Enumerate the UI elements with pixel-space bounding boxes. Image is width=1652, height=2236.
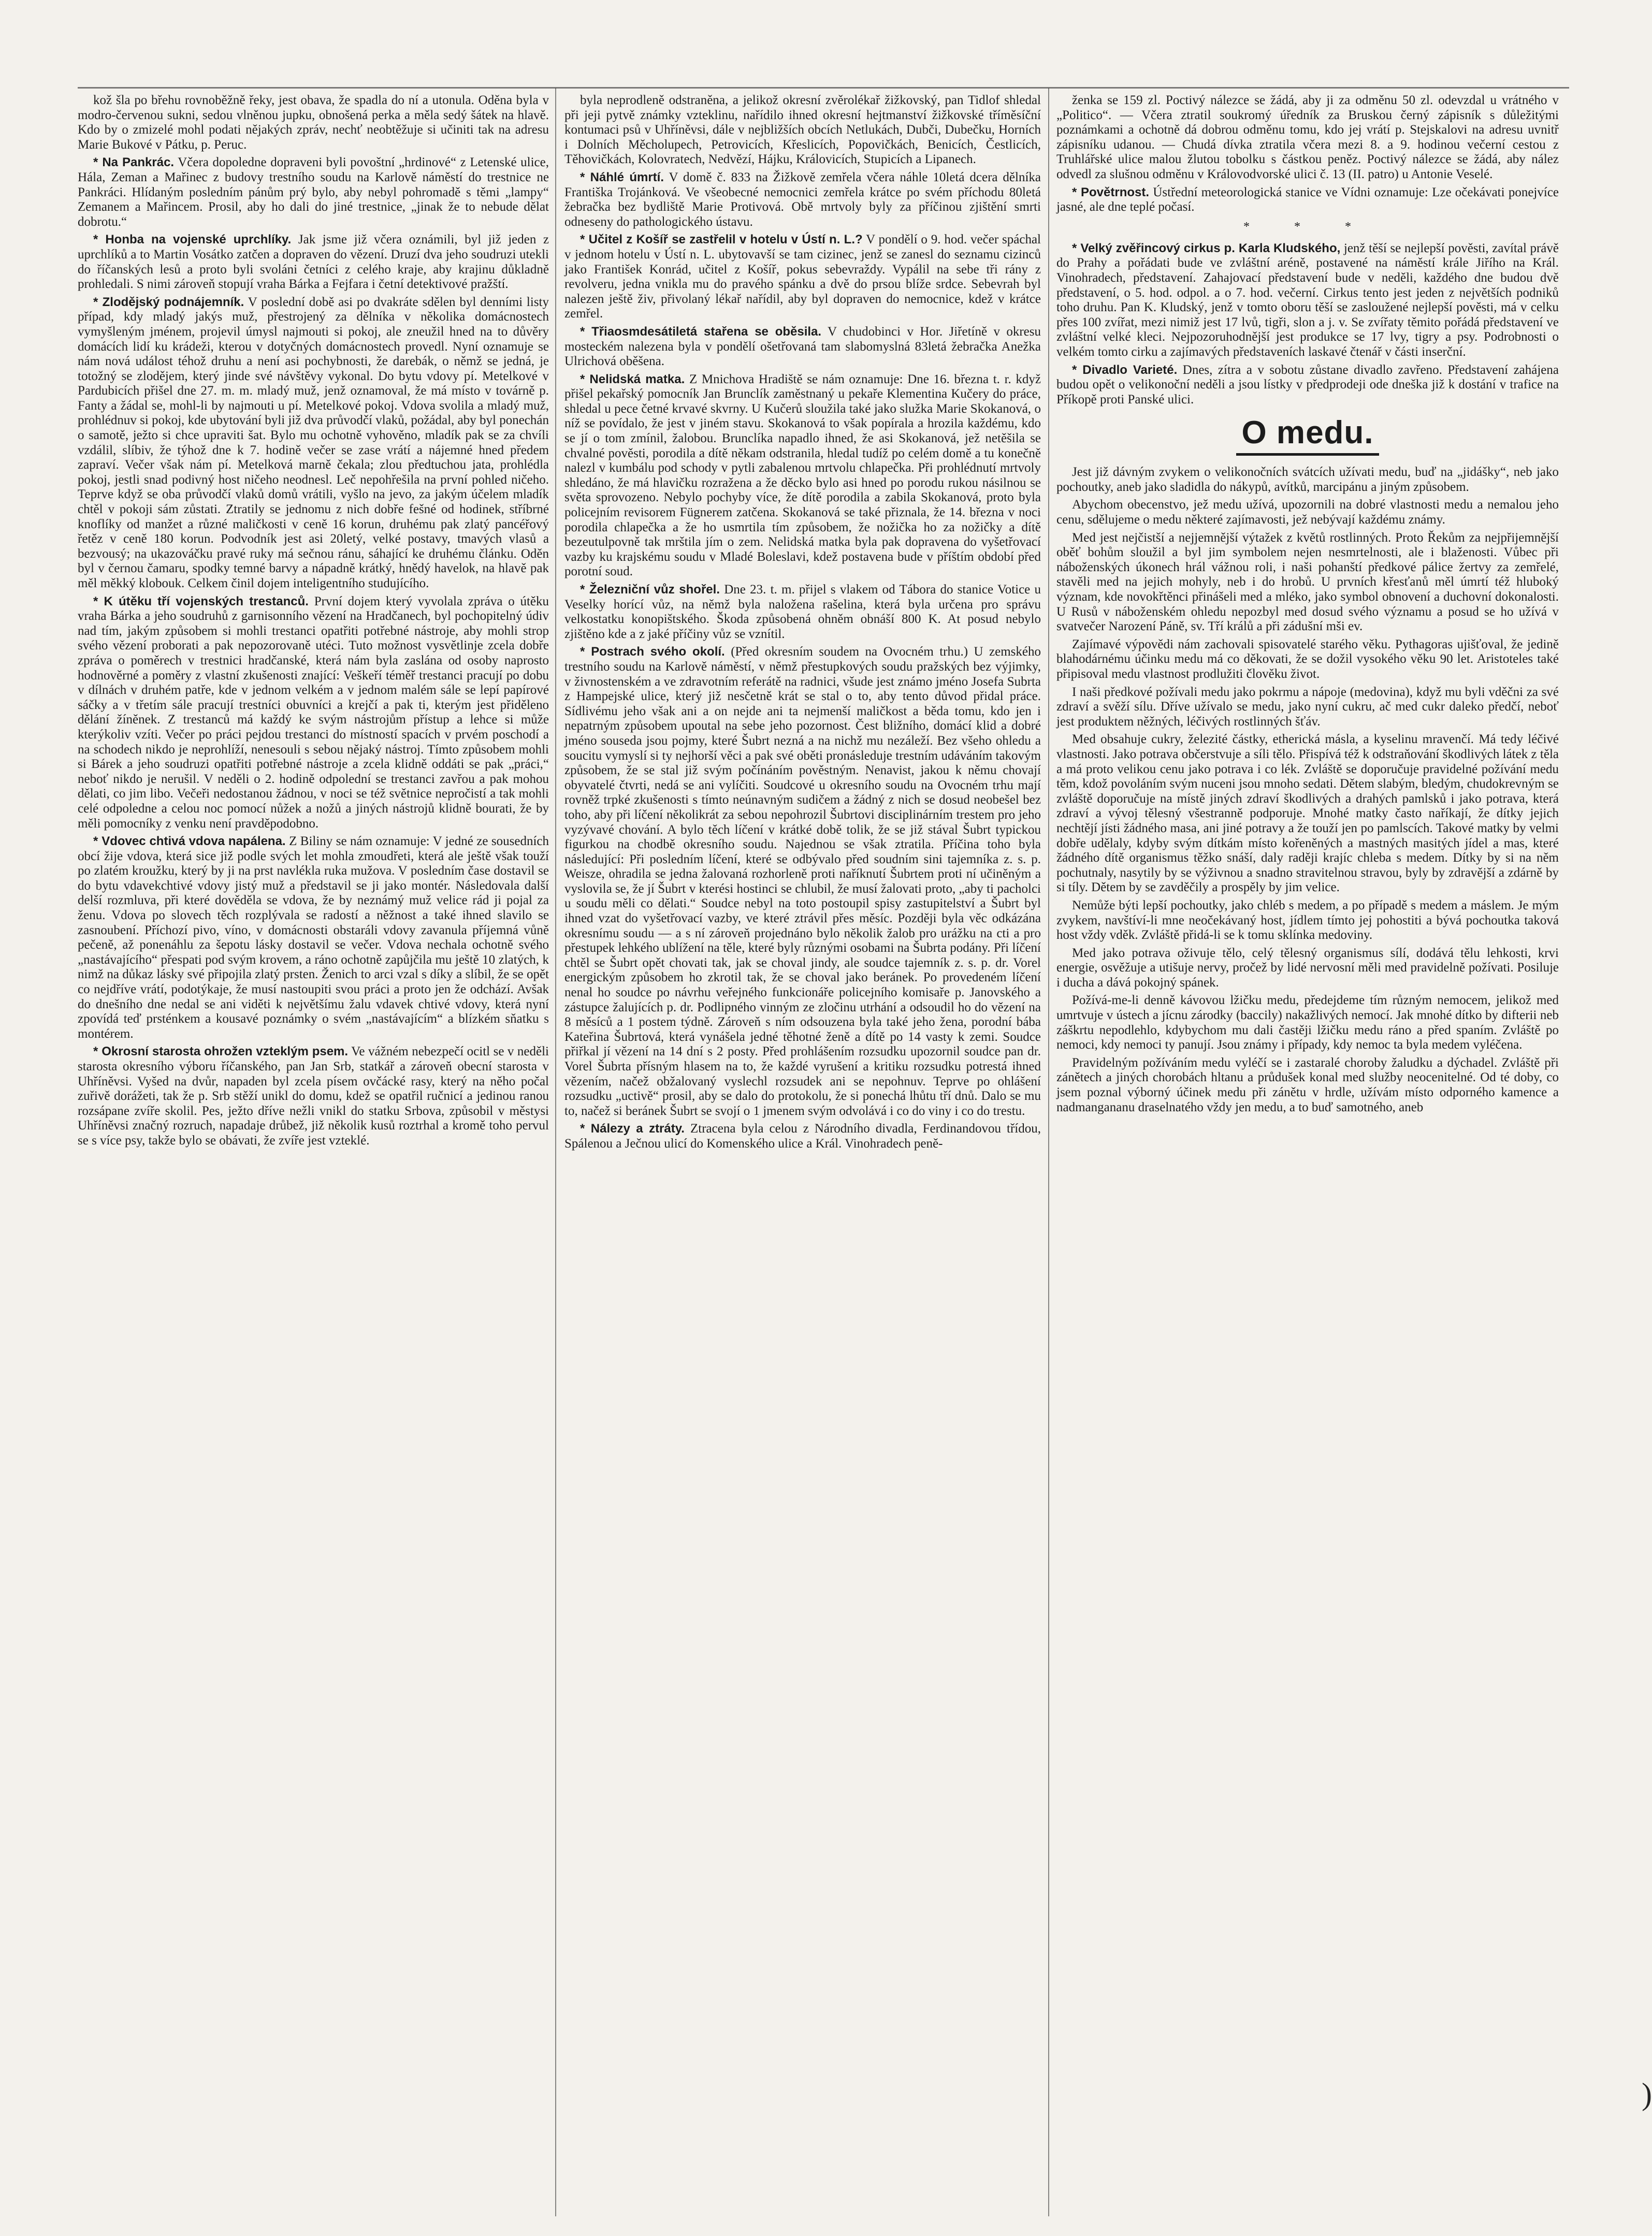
article-paragraph: Pravidelným požíváním medu vyléčí se i zastaralé choroby žaludku a dýchadel. Zvláště při zánětech a jiných chorobách hltanu a průdušek konal med služby neocenitelné. Od té doby, co jsem poznal výborný účinek medu při zánětu v hrdle, užívám místo odporného kamence a nadmangananu draselnatého vždy jen medu, a to buď samotného, aneb	[1056, 1055, 1559, 1114]
news-item	[78, 1044, 549, 1148]
column-left	[78, 93, 549, 2216]
news-item-text: Ztracena byla celou z Národního divadla, Ferdinandovou třídou, Spálenou a Ječnou ulicí do Komenského ulice a Král. Vinohradech peně-	[564, 1122, 1041, 1151]
article-paragraph: Jest již dávným zvykem o velikonočních svátcích užívati medu, buď na „jidášky“, neb jako pochoutky, aneb jako sladidla do nákypů, avítků, marcipánu a jiným způsobem.	[1056, 465, 1559, 494]
news-item-text: Z Mnichova Hradiště se nám oznamuje: Dne 16. března t. r. když přišel pekařský pomocník Jan Brunclík zaměstnaný u pekaře Klementina Kučery do práce, shledal u pece četné krvavé skvrny. U Kučerů sloužila také jako služka Marie Skokanová, o níž se povídalo, že jest v jiném stavu. Skokanová to však popírala a hrozila každému, kdo se jí o tom zmínil, žalobou. Brunclíka napadlo ihned, že asi Skokanová, jež netěšila se chvalné pověsti, porodila a dítě někam odstranila, hledal tudíž po celém domě a tu konečně nalezl v kumbálu pod schody v pytli zabalenou mrtvolu chlapečka. Při prohlédnutí mrtvoly shledáno, že má hlavičku rozražena a že děcko bylo asi hned po porodu rukou násilnou se světa sprovozeno. Nebylo pochyby více, že dítě porodila a zabila Skokanová, proto byla policejním revisorem Fügnerem zatčena. Skokanová se také přiznala, že 14. března v noci porodila chlapečka a že ho usmrtila tím způsobem, že nožička ho za nožičky a dítě bezeutulpovně tak mrštila jím o zem. Nelidská matka byla pak dopravena do vyšetřovací vazby ku krajskému soudu v Mladé Boleslavi, kdež postavena bude v příštím období před porotní soud.	[564, 372, 1041, 579]
news-item-headline: * Okrosní starosta ohrožen vzteklým psem.	[93, 1044, 349, 1059]
news-item	[564, 1122, 1041, 1151]
news-item	[564, 325, 1041, 369]
news-item-headline: * K útěku tří vojenských trestanců.	[93, 594, 309, 608]
news-item-headline: * Železniční vůz shořel.	[580, 583, 720, 597]
news-item	[78, 93, 549, 152]
news-item	[1056, 241, 1559, 360]
news-item-headline: * Divadlo Varieté.	[1072, 362, 1178, 377]
news-item	[1056, 185, 1559, 215]
news-item-headline: * Náhlé úmrtí.	[580, 170, 664, 184]
news-item-text: Z Biliny se nám oznamuje: V jedné ze sousedních obcí žije vdova, která sice již podle svých let mohla zmoudřeti, která ale ještě však touží po zlatém kroužku, který by ji na prst navlékla ruka mužova. V posledním čase dostavil se do bytu vdavekchtivé vdovy jistý muž a představil se ji jako montér. Následovala další delší rozmluva, při které dověděla se vdova, že by neznámý muž velice rád ji pojal za ženu. Vdova po slovech těch rozplývala se radostí a něžnost a také ihned slavilo se zasnoubení. Příchozí pivo, víno, v domácnosti obstaráli vdovy zavanula příjemná vůně pečeně, až ponenáhlu za šepotu lásky dostavil se večer. Vdova nechala ochotně svého „nastávajícího“ přespati pod svým krovem, a ráno ochotně zapůjčila mu ještě 10 zlatých, k nimž na důkaz lásky své připojila zlatý prsten. Ženich to arci vzal s díky a slíbil, že se opět co nejdříve vrátí, podotýkaje, že musí nastoupiti svou práci a proto jen že odchází. Avšak do dnešního dne nedal se ani viděti k největšímu žalu vdavek chtivé vdovy, která nyní zpovídá teď prsténkem a kousavé poznámky o svém „nastávajícím“ a blízkém sňatku s montérem.	[78, 834, 549, 1041]
news-item-text: Dnes, zítra a v sobotu zůstane divadlo zavřeno. Představení zahájena budou opět o velikonoční neděli a jsou lístky v předprodeji ode dneška již k dostání v trafice na Příkopě proti Panské ulici.	[1056, 362, 1559, 406]
news-item-text: Dne 23. t. m. přijel s vlakem od Tábora do stanice Votice u Veselky horící vůz, na němž byla naložena rašelina, která byla určena pro správu velkostatku konopištského. Škoda způsobená ohněm obnáší 800 K. At posud nebylo zjištěno kde a z jaké příčiny vůz se vznítil.	[564, 583, 1041, 641]
news-item	[78, 233, 549, 292]
news-item-headline: * Nelidská matka.	[580, 372, 685, 386]
news-item	[78, 594, 549, 832]
news-item-headline: * Honba na vojenské uprchlíky.	[93, 233, 292, 247]
news-item	[78, 834, 549, 1041]
article-paragraph: I naši předkové požívali medu jako pokrmu a nápoje (medovina), když mu byli vděčni za své zdraví a svěží sílu. Dříve užívalo se medu, jako nyní cukru, ač med cukr daleko předčí, neboť jest produktem něžných, léčivých rostlinných šťáv.	[1056, 685, 1559, 729]
column-rule	[555, 88, 556, 2216]
article-paragraph: Med jest nejčistší a nejjemnější výtažek z květů rostlinných. Proto Řekům za nejpřijemnější oběť bohům sloužil a byl jim symbolem nejen nesmrtelnosti, ale i blaženosti. Vůbec při náboženských úkonech hrál vážnou roli, i naši pohanští předkové pálice žertvy za zemřelé, stavěli med na jejich mohyly, neb i do hrobů. U prvních křesťanů měl úmrtí též hluboký význam, kde novokřtěnci přinášeli med a mléko, jako symbol obnovení a duchovní dokonalosti. U Rusů v náboženském ohledu nepozbyl med dosud svého významu a posud se ho užívá v svatvečer Narození Páně, sv. Tří králů a při zádušní mši ev.	[1056, 530, 1559, 634]
article-paragraph: Zajímavé výpovědi nám zachovali spisovatelé starého věku. Pythagoras ujišťoval, že jedině blahodárnému účinku medu má co děkovati, že se dožil vysokého věku 90 let. Aristoteles také připisoval medu vlastnost prodlužiti člověku život.	[1056, 637, 1559, 681]
news-item-text: (Před okresním soudem na Ovocném trhu.) U zemského trestního soudu na Karlově náměstí, v němž přestupkových soudu pražských bez výjimky, v živnostenském a ve zdravotním referátě na radnici, všude jest známo jméno Josefa Subrta z Hampejské ulice, který již nesčetně krát se stal o to, aby tento důvod přidal práce. Sídlivému jeho však ani a on nejde ani ta nejmenší maličkost a běda tomu, kdo jen i nepatrným způsobem upoutal na sebe jeho pozornost. Čest bližního, domácí klid a dobré jméno souseda jsou pojmy, které Šubrt nezná a na nichž mu nezáleží. Bez všeho ohledu a soucitu vymyslí si ty nejhorší věci a pak své oběti pronásleduje trestním udáváním takovým způsobem, že se stal již svým počínáním pověstným. Nenavist, jakou k němu chovají obyvatelé čtvrti, nedá se ani vylíčiti. Soudcové u okresního soudu na Ovocném trhu mají rovněž trpké zkušenosti s tímto neúnavným sudičem a žádný z nich se dosud neobešel bez toho, aby při líčení několikrát za sebou nepohrozil Šubrtovi disciplinárním trestem pro jeho vyzývavé chování. A bylo těch líčení v krátké době tolik, že se již stával Šubrt typickou figurkou na chodbě okresního soudu. Najednou se však ztratila. Příčina toho byla následující: Při posledním líčení, které se odbývalo před soudním sini tajemníka z. s. p. Weisze, ohradila se jedna žalovaná rozhorleně proti naříknutí Šubrtem proti ní učiněným a vyslovila se, že jí Šubrt v kterési hostinci se chlubil, že musí žalovati proto, „aby ti pacholci u soudu měli co dělati.“ Soudce nebyl na toto postoupil spisy zastupitelství a Šubrt byl ihned vzat do vyšetřovací vazby, ve které ztrávil přes měsíc. Později byla věc odkázána okresnímu soudu — a s ní zároveň projednáno bylo několik žalob pro urážku na cti a pro přestupek lehkého ublížení na těle, které byly různými osobami na Šubrta podány. Při líčení chtěl se Šubrt opět chovati tak, jak se choval jindy, ale soudce tajemník z. s. p. dr. Vorel energickým způsobem ho zkrotil tak, že se choval jako beránek. Po provedeném líčení nenal ho soudce po návrhu veřejného funkcionáře policejního komisaře p. Janovského a zástupce žalujících p. dr. Podlipného vinným ze zločinu utrhání a odsoudil ho do vězení na 8 měsíců a 1 postem týdně. Zároveň s ním odsouzena byla také jeho žena, porodní bába Kateřina Šubrtová, která vynášela jedné těhotné ženě a dítě po 14 vasty k zemi. Soudce přiřkal jí vězení na 14 dní s 2 posty. Před prohlášením rozsudku upozornil soudce pan dr. Vorel Šubrta přísným hlasem na to, že každé vyrušení a kritiku rozsudku potrestá ihned vězením, načež obžalovaný vyslechl rozsudek ani se nepohnuv. Teprve po ohlášení rozsudku „uctivě“ prosil, aby se dalo do protokolu, že si ponechá lhůtu tří dnů. Dalo se mu to, načež si beránek Šubrt se svojí o 1 jmenem svým odvolává i co do viny i co do trestu.	[564, 645, 1041, 1118]
article-paragraph: Požívá-me-li denně kávovou lžičku medu, předejdeme tím různým nemocem, jelikož med umrtvuje v ústech a jícnu zárodky (baccily) nakažlivých nemocí. Jak mnohé dítko by difterii neb záškrtu nepodlehlo, kdybychom mu dali častěji lžičku medu ráno a před spaním. Zvláště po nemoci, kdy nemoci ty panují. Jsou známy i případy, kdy nemoc ta byla medem vyléčena.	[1056, 993, 1559, 1052]
news-item	[1056, 363, 1559, 408]
article-title-box	[1056, 414, 1559, 456]
news-item-text: jenž těší se nejlepší pověsti, zavítal právě do Prahy a pořádati bude ve zvláštní aréně, postavené na náměstí krále Jiřího na Král. Vinohradech, představení. Zahajovací představení bude v neděli, každého dne budou dvě představení, o 5. hod. odpol. a o 7. hod. večerní. Cirkus tento jest jeden z největších podniků toho druhu. Pan K. Kludský, jenž v tomto oboru těší se zasloužené nejlepší pověsti, má v celku přes 100 zvířat, mezi nimiž jest 17 lvů, tigři, slon a j. v. Se zvířaty těmito pořádá představení ve zvláštní velké kleci. Nejpozoruhodnější jest produkce se 17 lvy, tigry a psy. Podrobnosti o velkém tomto cirku a zajímavých představeních laskavé čtenář v části inserční.	[1056, 241, 1559, 359]
news-item	[564, 372, 1041, 579]
news-item	[564, 233, 1041, 322]
news-item-text: Jak jsme již včera oznámili, byl již jeden z uprchlíků a to Martin Vosátko zatčen a dopraven do vězení. Druzí dva jeho soudruzi utekli do říčanských lesů a proto byli svoláni četníci z celého kraje, aby krajinu důkladně prohledali. S nimi zároveň stopují vraha Bárka a Fejfara i četní detektivové pražští.	[78, 233, 549, 292]
news-item-headline: * Povětrnost.	[1072, 185, 1150, 199]
article-body	[1056, 465, 1559, 1115]
news-item	[564, 645, 1041, 1119]
news-item-text: byla neprodleně odstraněna, a jelikož okresní zvěrolékař žižkovský, pan Tidlof shledal při jeji pytvě známky vzteklinu, nařídilo ihned okresní hejtmanství žižkovské tříměsíční kontumaci psů v Uhříněvsi, dále v nejbližších obcích Netlukách, Dubči, Dubečku, Horních i Dolních Měcholupech, Petrovicích, Křeslicích, Popovičkách, Benicích, Čestlicích, Těhovičkách, Kolovratech, Nedvězí, Hájku, Královicích, Stupicích a Lipanech.	[564, 93, 1041, 167]
news-item-text: V pondělí o 9. hod. večer spáchal v jednom hotelu v Ústí n. L. ubytovavší se tam cizinec, jenž se zanesl do seznamu cizinců jako František Konrád, učitel z Košíř, pokus sebevraždy. Vypálil na sebe tři rány z revolveru, jedna vnikla mu do pravého spánku a dvě do prsou blíže srdce. Sebevrah byl nalezen ještě živ, přivolaný lékař nařídil, aby byl dopraven do nemocnice, kdež v krátce zemřel.	[564, 233, 1041, 321]
news-item-headline: * Učitel z Košíř se zastřelil v hotelu v Ústí n. L.?	[580, 233, 863, 247]
news-item	[564, 583, 1041, 642]
news-item-headline: * Velký zvěřincový cirkus p. Karla Kludského,	[1072, 241, 1341, 255]
news-item-text: V domě č. 833 na Žižkově zemřela včera náhle 10letá dcera dělníka Františka Trojánková. Ve všeobecné nemocnici zemřela krátce po svém příchodu 80letá žebračka bez bydliště Marie Protivová. Obě mrtvoly byly za příčinou zjištění smrti odneseny do pathologického ústavu.	[564, 170, 1041, 229]
article-title: O medu.	[1236, 414, 1379, 456]
news-item-text: Ústřední meteorologická stanice ve Vídni oznamuje: Lze očekávati ponejvíce jasné, ale dne teplé počasí.	[1056, 185, 1559, 214]
column-rule	[1048, 88, 1049, 2216]
news-item-headline: * Na Pankrác.	[93, 155, 175, 170]
news-item-text: V chudobinci v Hor. Jiřetíně v okresu mosteckém nalezena byla v pondělí ošetřovaná tam slabomyslná 83letá žebračka Anežka Ulrichová oběšena.	[564, 324, 1041, 369]
news-item-text: Ve vážném nebezpečí ocitl se v neděli starosta okresního výboru říčanského, pan Jan Srb, statkář a zároveň obecní starosta v Uhříněvsi. Vyšed na dvůr, napaden byl zcela písem ovčácké rasy, který na něho počal zuřivě dorážeti, tak že p. Srb stěží unikl do domu, kdež se opatřil ručnicí a jedinou ranou rozsápane zvíře skolil. Pes, ježto dříve nežli vnikl do statku Srbova, způsobil v městysi Uhříněvsi značný rozruch, napadaje drůbež, již několik kusů roztrhal a kromě toho pervul se s více psy, takže bylo se obávati, že zvíře jest vzteklé.	[78, 1044, 549, 1148]
news-item	[78, 295, 549, 591]
column-right	[1056, 93, 1559, 2216]
newspaper-page	[78, 16, 1652, 2216]
news-group-right-bottom	[1056, 241, 1559, 408]
news-item-text: kož šla po břehu rovnoběžně řeky, jest obava, že spadla do ní a utonula. Oděna byla v modro-červenou sukni, sedou vlněnou jupku, obnošená perka a měla sedý šátek na hlavě. Kdo by o zmizelé mohl podati nějakých zpráv, nechť neobtěžuje si učiniti tak na adresu Marie Bukové v Pátku, p. Peruc.	[78, 93, 549, 152]
article-paragraph: Med obsahuje cukry, železité částky, etherická másla, a kyselinu mravenčí. Má tedy léčivé vlastnosti. Jako potrava občerstvuje a síli tělo. Přispívá též k odstraňování škodlivých látek z těla a má proto velikou cenu jako potrava i co lék. Zvláště se doporučuje pravidelné požívání medu těm, kdož povoláním svým nuceni jsou mnoho sedati. Dětem slabým, bledým, chudokrevným se zvláště doporučuje na místě jiných zdraví škodlivých a drahých pamlsků i jako potrava, která zdraví a vývoj tělesný všestranně podporuje. Mnohé matky často naříkají, že dítky jejich nechtějí jísti žádného masa, ani jiné potravy a že touží jen po pamlscích. Takové matky by velmi dobře udělaly, kdyby svým dítkám místo kořeněných a mastných masitých jídel a mas, které žádného dítě organismus těžko snáší, daly raději krajíc chleba s medem. Dítky by si na něm pochutnaly, nasytily by se výživnou a snadno stravitelnou stravou, byly by zdravější a zdárně by si tíly. Dětem by se zavděčily a prospěly by jim velice.	[1056, 732, 1559, 895]
news-item-headline: * Postrach svého okolí.	[580, 645, 725, 659]
header-rule	[78, 87, 1569, 89]
news-item	[78, 155, 549, 229]
column-middle	[564, 93, 1041, 2216]
news-item-text: První dojem který vyvolala zpráva o útěku vraha Bárka a jeho soudruhů z garnisonního vězení na Hradčanech, byl pochopitelný údiv nad tím, jakým způsobem si mohli trestanci opatřiti potřebné nástroje, aby mohli strop svého vězení proborati a pak nepozorovaně utéci. Tuto možnost vysvětlinje zcela dobře zpráva o poměrech v trestnici hradčanské, která nám byla zaslána od osoby naprosto hodnověrné a poměry z vlastní zkušenosti znající: Veškeří téměř trestanci pracují po dobu v dílnách v druhém patře, kde v jednom velkém a v jednom malém sále se lepí papírové sáčky a v třetím sále pracují trestníci obuvníci a krejčí a pak ti, kterým jest přiděleno dělání žíněnek. Z trestanců má každý ke svým nástrojům přístup a lehce si může kterýkoliv vzíti. Večer po práci pejdou trestanci do místností spacích v prvém poschodí a na schodech nikdo je neprohlíží, nenesouli s sebou nějaký nástroj. Tímto způsobem mohli si Bárek a jeho soudruzi opatřiti potřebné nástroje a zcela klidně oddáti se pak „práci,“ neboť nikdo je nerušil. V neděli o 2. hodině odpolední se trestanci zavřou a pak mohou dělati, co jim libo. Večeři nedostanou žádnou, v noci se též světnice nepročistí a tak mohli celé odpoledne a celou noc pomocí nůžek a nožů a jiných nástrojů klidně bourati, že by měli pomocníky z venku není pravděpodobno.	[78, 594, 549, 831]
news-item	[1056, 93, 1559, 182]
news-item-headline: * Zlodějský podnájemník.	[93, 295, 244, 309]
news-item-headline: * Nálezy a ztráty.	[580, 1122, 685, 1136]
section-separator: * * *	[1243, 220, 1372, 234]
news-item	[564, 93, 1041, 167]
news-item-text: V poslední době asi po dvakráte sdělen byl denními listy případ, kdy mladý jakýs muž, přestrojený za dělníka v několika domácnostech vymyšleným jménem, projevil úmysl najmouti si pokoj, ale zneužil hned na to důvěry domácích lidí ku krádeži, kterou v dotyčných domácnostech provedl. Nyní oznamuje se nám nová událost téhož druhu a není asi pochybnosti, že darebák, o němž se jedná, je totožný se zlodějem, který jinde své návštěvy vykonal. Do bytu vdovy pí. Metelkové v Pardubicích přišel dne 27. m. m. mladý muž, jenž oznamoval, že má místo v továrně p. Fanty a žádal se, mohl-li by najmouti u pí. Metelkové pokoj. Vdova svolila a mladý muž, prohlédnuv si pokoj, kde ubytování byli již dva průvodčí vlaků, požádal, aby byl ponechán o samotě, ježto si chce upraviti šat. Bylo mu ochotně vyhověno, mladík pak se za chvíli vzdálil, slíbiv, že týhož dne k 7. hodině večer se zase vrátí a nájemné hned předem zapraví. Večer však nám pí. Metelková marně čekala; zlou předtuchou jata, prohlédla pokoj, jestli snad podivný host ničeho neodnesl. Leč nepohřešila na první pohled ničeho. Teprve když se oba průvodčí vlaků domů vrátili, vyšlo na jevo, za jakým účelem mladík chtěl v pokoji sám zůstati. Ztratily se jednomu z nich dobře fešné od hodinek, stříbrné knoflíky od manžet a různé maličkosti v ceně 16 korun, druhému pak zlatý pancéřový řetěz v ceně 180 korun. Podvodník jest asi 20letý, velké postavy, tmavých vlasů a bezvousý; na ukazováčku pravé ruky má sečnou ránu, sáhající ke druhému článku. Oděn byl v černou čamaru, spodky temné barvy a nápadně krátký, hnědý havelok, na hlavě pak měl měkký klobouk. Celkem činil dojem inteligentního studujícího.	[78, 295, 549, 590]
news-item-text: Včera dopoledne dopraveni byli povoštní „hrdinové“ z Letenské ulice, Hála, Zeman a Mařinec z budovy trestního soudu na Karlově náměstí do trestnice ne Pankráci. Hlídaným posledním pánům prý bylo, aby nebyl pohromadě s těmi „lampy“ Zemanem a Mařincem. Prosil, aby ho dali do jiné trestnice, „jinak že to nebude dělat dobrotu.“	[78, 155, 549, 229]
news-item-text: ženka se 159 zl. Poctivý nálezce se žádá, aby ji za odměnu 50 zl. odevzdal u vrátného v „Politico“. — Včera ztratil soukromý úředník za Bruskou černý zápisník s důležitými poznámkami a ochotně dá dobrou odměnu tomu, kdo jej vrátí p. Stejskalovi na adresu uvnitř zápisníku udanou. — Chudá dívka ztratila včera mezi 8. a 9. hodinou večerní cestou z Truhlářské ulice malou žlutou tobolku s částkou peněz. Poctivý nálezce se žádá, aby nález odvedl za slušnou odměnu v Královodvorské ulici č. 13 (II. patro) u Antonie Veselé.	[1056, 93, 1559, 181]
news-item-headline: * Vdovec chtivá vdova napálena.	[93, 834, 286, 849]
news-item	[564, 170, 1041, 229]
margin-bracket: )	[1642, 2077, 1652, 2111]
news-item-headline: * Třiaosmdesátiletá stařena se oběsila.	[580, 324, 822, 339]
article-paragraph: Med jako potrava oživuje tělo, celý tělesný organismus sílí, dodává tělu lehkosti, krvi energie, osvěžuje a utišuje nervy, pročež by lidé nervosní měli med pravidelně požívati. Posiluje i ducha a dává pokojný spánek.	[1056, 946, 1559, 990]
article-paragraph: Nemůže býti lepší pochoutky, jako chléb s medem, a po případě s medem a máslem. Je mým zvykem, navštíví-li mne neočekávaný host, jídlem tímto jej pohostiti a bývá pochoutka taková host vždy vděk. Zvláště přidá-li se k tomu sklínka medoviny.	[1056, 898, 1559, 942]
article-paragraph: Abychom obecenstvo, jež medu užívá, upozornili na dobré vlastnosti medu a nemalou jeho cenu, sdělujeme o medu některé zajímavosti, jež nebývají každému známy.	[1056, 498, 1559, 527]
news-group-right-top	[1056, 93, 1559, 215]
